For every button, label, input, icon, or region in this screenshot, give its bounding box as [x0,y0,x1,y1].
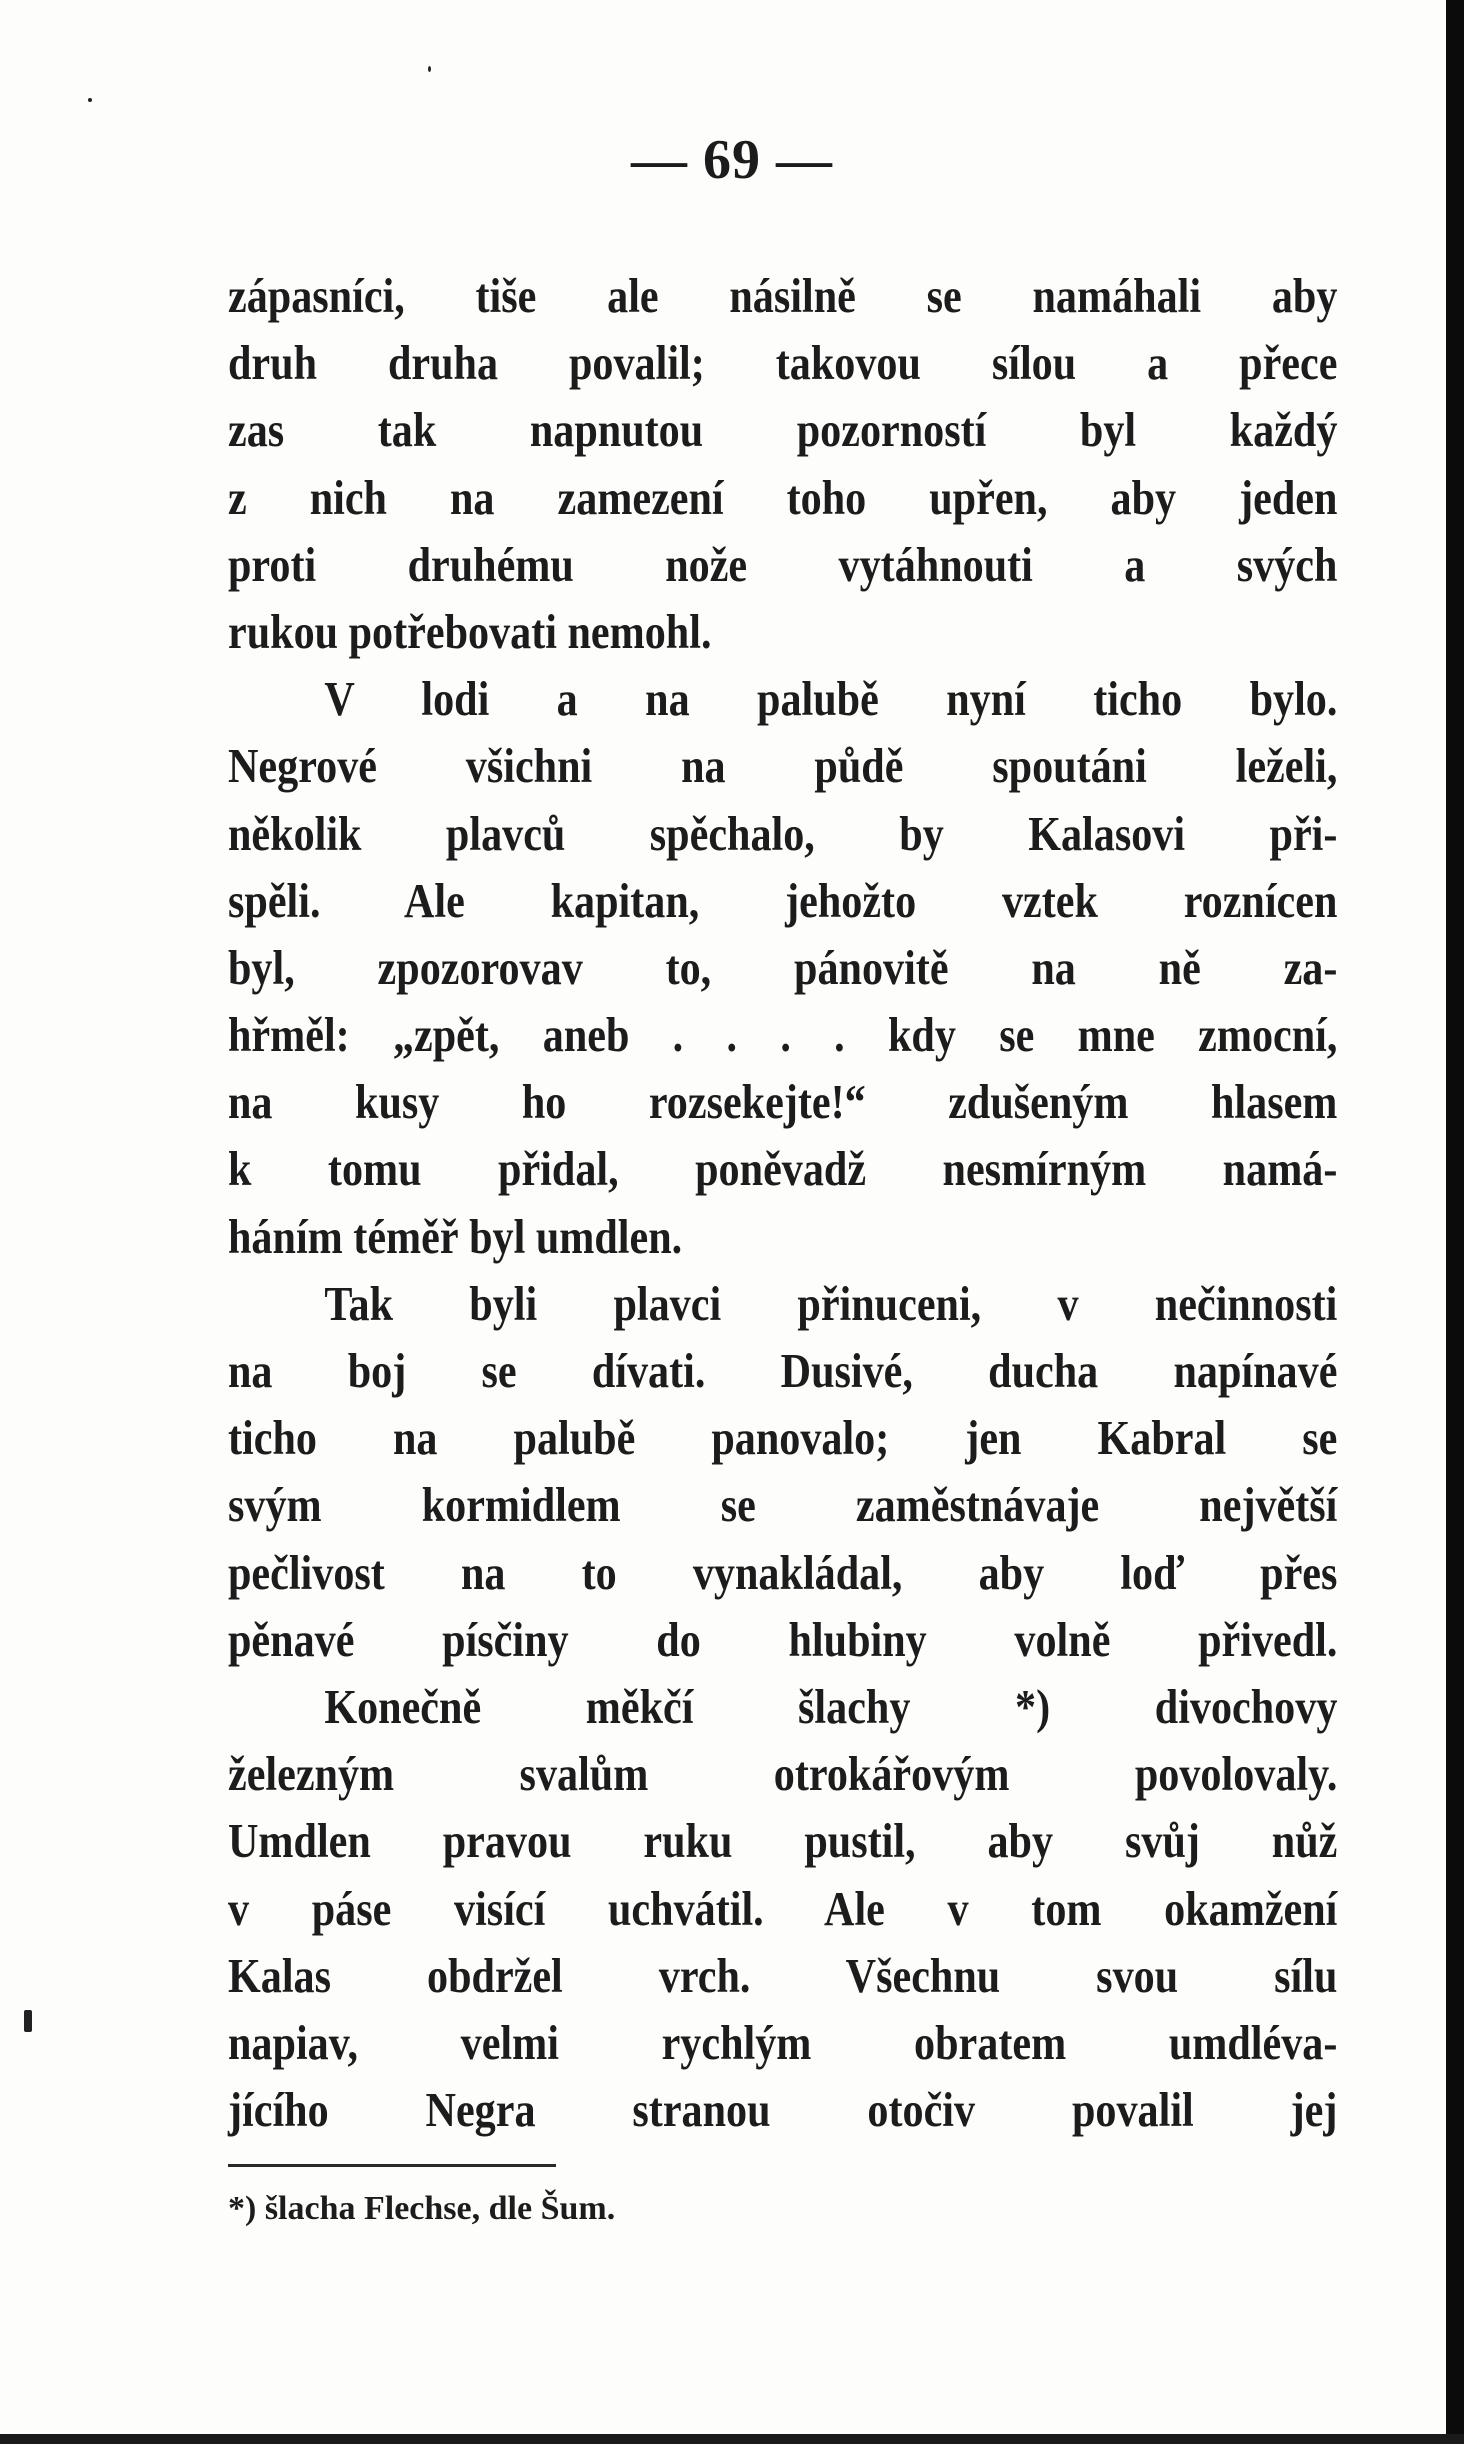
text-line: Negrové všichni na půdě spoutáni leželi, [228,738,1338,794]
text-line: zas tak napnutou pozorností byl každý [228,402,1338,458]
text-line: spěli. Ale kapitan, jehožto vztek roznícen [228,872,1338,928]
text-line: pěnavé písčiny do hlubiny volně přivedl. [228,1611,1338,1667]
text-line: byl, zpozorovav to, pánovitě na ně za- [228,939,1338,995]
text-line: Tak byli plavci přinuceni, v nečinnosti [324,1275,1338,1331]
text-line: jícího Negra stranou otočiv povalil jej [228,2082,1338,2138]
scan-speck [428,66,431,72]
text-line: proti druhému nože vytáhnouti a svých [228,536,1338,592]
page-number: — 69 — [631,129,833,191]
text-line: hřměl: „zpět, aneb . . . . kdy se mne zmocní, [228,1007,1338,1063]
text-line: několik plavců spěchalo, by Kalasovi při- [228,805,1338,861]
text-line: zápasníci, tiše ale násilně se namáhali aby [228,268,1338,323]
text-line: rukou potřebovati nemohl. [228,603,712,659]
text-line: z nich na zamezení toho upřen, aby jeden [228,469,1338,525]
scan-speck [88,98,92,102]
text-line: Umdlen pravou ruku pustil, aby svůj nůž [228,1813,1338,1869]
footnote-rule [228,2164,556,2167]
text-line: Konečně měkčí šlachy *) divochovy [324,1678,1338,1734]
text-line: na boj se dívati. Dusivé, ducha napínavé [228,1343,1338,1398]
text-line: háním téměř byl umdlen. [228,1208,683,1264]
text-line: pečlivost na to vynakládal, aby loď přes [228,1544,1338,1600]
scan-edge-right [1446,0,1464,2444]
text-line: k tomu přidal, poněvadž nesmírným namá- [228,1141,1338,1197]
text-line: napiav, velmi rychlým obratem umdléva- [228,2014,1338,2070]
text-line: železným svalům otrokářovým povolovaly. [228,1746,1338,1802]
text-line: Kalas obdržel vrch. Všechnu svou sílu [228,1947,1338,2003]
text-line: svým kormidlem se zaměstnávaje největší [228,1477,1338,1533]
footnote: *) šlacha Flechse, dle Šum. [228,2190,616,2227]
text-line: V lodi a na palubě nyní ticho bylo. [324,671,1338,727]
text-line: ticho na palubě panovalo; jen Kabral se [228,1410,1338,1466]
body-text [228,262,1338,2143]
text-line: druh druha povalil; takovou sílou a přece [228,335,1338,391]
scan-speck [24,2010,32,2032]
scan-edge-bottom [0,2434,1464,2444]
text-line: v páse visící uchvátil. Ale v tom okamžení [228,1880,1338,1936]
text-line: na kusy ho rozsekejte!“ zdušeným hlasem [228,1074,1338,1130]
